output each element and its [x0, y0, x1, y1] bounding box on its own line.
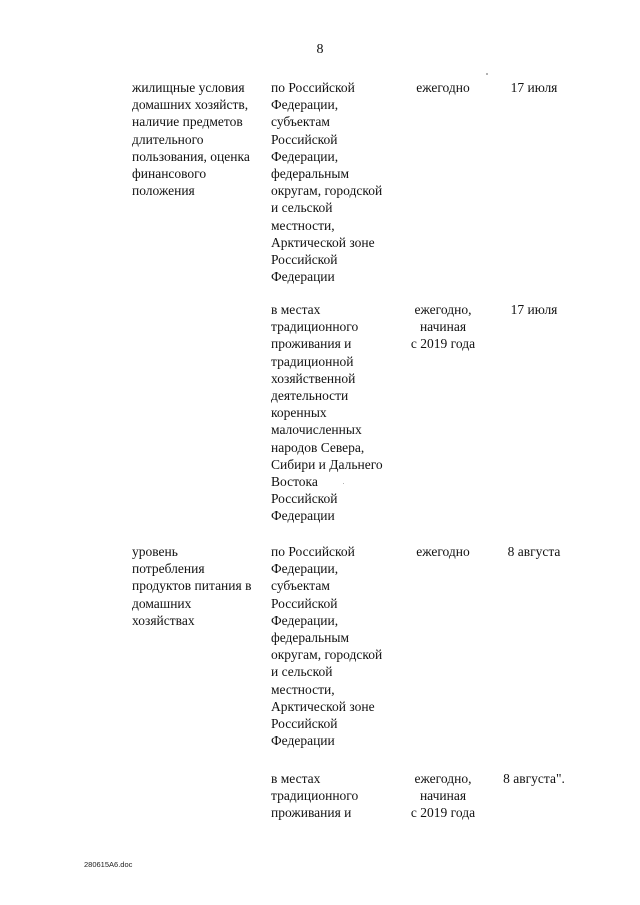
document-footer: 280615A6.doc: [84, 860, 133, 869]
coverage-cell: по Российской Федерации, субъектам Российской Федерации, федеральным округам, городской и сельской местности, Арктической зоне Российской Федерации: [271, 80, 383, 285]
frequency-cell: ежегодно: [416, 80, 470, 95]
frequency-cell: ежегодно: [416, 544, 470, 559]
date-cell: 8 августа: [507, 544, 561, 559]
scan-speck: [486, 73, 488, 75]
date-cell: 8 августа".: [503, 771, 565, 786]
date-cell: 17 июля: [510, 80, 558, 95]
page-number: 8: [316, 42, 324, 57]
scan-speck: [343, 483, 344, 484]
indicator-cell: жилищные условия домашних хозяйств, наличие предметов длительного пользования, оценка финансового положения: [132, 80, 250, 199]
frequency-cell: ежегодно, начиная с 2019 года: [410, 302, 476, 352]
coverage-cell: в местах традиционного проживания и: [271, 771, 359, 821]
date-cell: 17 июля: [510, 302, 558, 317]
coverage-cell: в местах традиционного проживания и традиционной хозяйственной деятельности коренных малочисленных народов Севера, Сибири и Дальнего Востока Российской Федерации: [271, 302, 383, 524]
coverage-cell: по Российской Федерации, субъектам Российской Федерации, федеральным округам, городской и сельской местности, Арктической зоне Российской Федерации: [271, 544, 383, 749]
indicator-cell: уровень потребления продуктов питания в домашних хозяйствах: [132, 544, 252, 628]
frequency-cell: ежегодно, начиная с 2019 года: [410, 771, 476, 821]
